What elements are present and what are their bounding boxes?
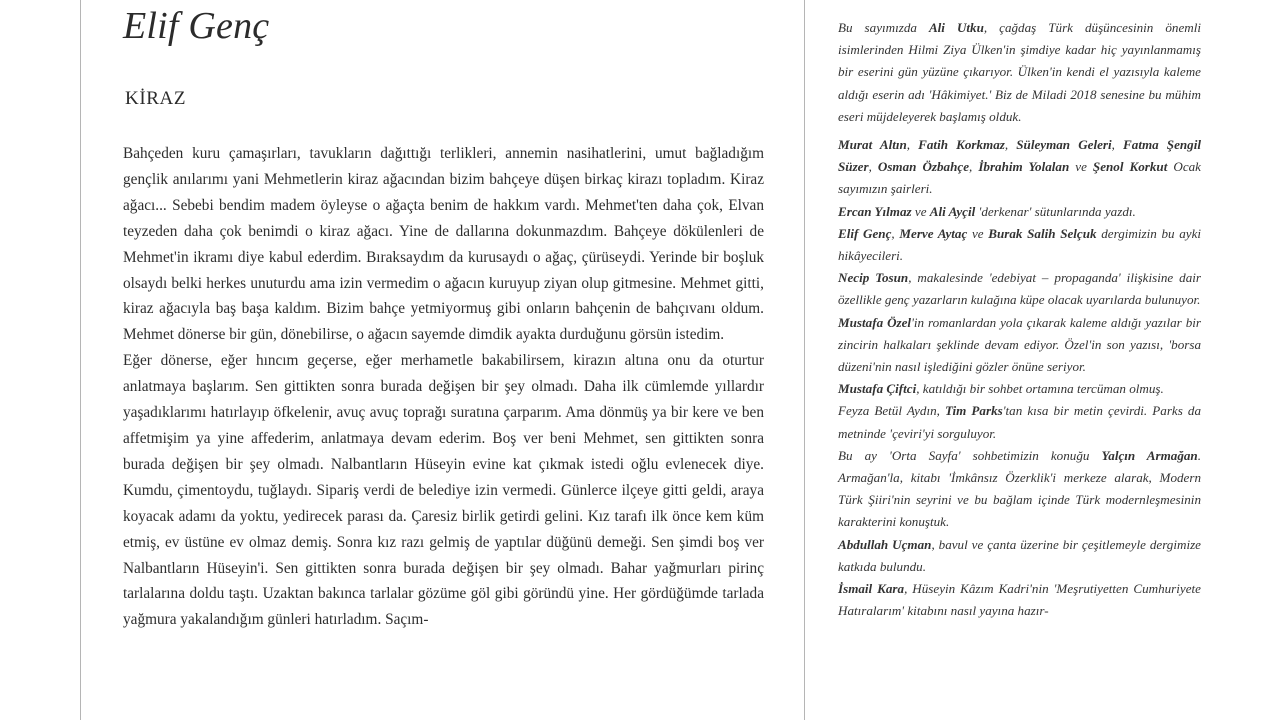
contributor-name: Burak Salih Selçuk [988,225,1097,241]
contributor-name: Yalçın Armağan [1101,447,1198,463]
contributor-name: Merve Aytaç [899,225,968,241]
editorial-text: , Hüseyin Kâzım Kadri'nin 'Meşrutiyetten Cumhuriyete Hatıralarım' kitabını nasıl yayına hazır- [838,581,1201,619]
editorial-entry [838,201,1201,223]
editorial-entry [838,134,1201,201]
editorial-entries [838,134,1201,622]
editorial-text: ve [1069,159,1093,175]
contributor-name: Fatma Şengil Süzer [838,137,1202,175]
editorial-text: 'tan kısa bir metin çevirdi. Parks da metninde 'çeviri'yi sorguluyor. [838,403,1201,441]
contributor-name: Ali Ayçil [929,203,976,219]
contributor-name: Mustafa Özel [838,314,912,330]
editorial-text: . Armağan'la, kitabı 'İmkânsız Özerklik'i merkeze alarak, Modern Türk Şiiri'nin seyrini ve bu bağlam içinde Türk modernleşmesinin karakterini konuştuk. [838,447,1201,530]
editorial-text: , çağdaş Türk düşüncesinin önemli isimlerinden Hilmi Ziya Ülken'in şimdiye kadar hiç yayınlanmamış bir eserini gün yüzüne çıkarıyor. Ülken'in kendi el yazısıyla kaleme aldığı eserin adı 'Hâkimiyet.' Biz de Miladi 2018 senesine bu mühim eseri müjdeleyerek başlamış olduk. [838,20,1201,124]
editorial-text: , bavul ve çanta üzerine bir çeşitlemeyle dergimize katkıda bulundu. [838,536,1201,574]
editorial-text: Ocak sayımızın şairleri. [838,159,1201,197]
contributor-name: Necip Tosun [838,270,909,286]
story-page [80,0,805,720]
editorial-text: ve [967,225,989,241]
contributor-name: Ercan Yılmaz [838,203,912,219]
story-paragraph: Bahçeden kuru çamaşırları, tavukların dağıttığı terlikleri, annemin nasihatlerini, umut bağladığım gençlik anılarımı yani Mehmetlerin kiraz ağacından bizim bahçeye düşen birkaç kirazı topladım. Kiraz ağacı... Sebebi bendim madem öyleyse o ağaçta benim de hakkım vardı. Mehmet'ten daha çok, Elvan teyzeden daha çok benimdi o kiraz ağacı. Yine de dallarına dokunmazdım. Bahçeye dökülenleri de Mehmet'in ikramı diye kabul ederdim. Bıraksaydım da kurusaydı o ağaç, çürüseydi. Yerinde bir boşluk olsaydı belki herkes unuturdu ama izin vermedim o ağacın kuruyup ziyan olup gitmesine. Mehmet gitti, kiraz ağacıyla baş başa kaldım. Bizim bahçe yetmiyormuş gibi onların bahçenin de bahçıvanı oldum. Mehmet dönerse bir gün, dönebilirse, o ağacın sayemde dimdik ayakta durduğunu görsün istedim. [123,145,764,344]
editorial-text: dergimizin bu ayki hikâyecileri. [838,225,1202,264]
editorial-entry [838,312,1201,379]
editorial-entry [838,267,1201,311]
editorial-entry [838,378,1201,400]
contributor-name: Abdullah Uçman [838,536,932,552]
editorial-text: , [1111,137,1124,153]
contributor-name: Ali Utku [928,20,984,35]
editorial-text: 'derkenar' sütunlarında yazdı. [975,203,1136,219]
contributor-name: İsmail Kara [838,581,905,597]
contributor-name: Osman Özbahçe [877,159,970,175]
editorial-intro [838,17,1201,128]
story-title: KİRAZ [125,88,187,109]
editorial-text: , [868,159,878,175]
editorial-text: Feyza Betül Aydın, [838,403,946,419]
editorial-text: , [891,225,900,241]
editorial-text: , [1004,137,1017,153]
editorial-text: Bu sayımızda [838,20,929,35]
contributor-name: Süleyman Geleri [1016,137,1112,153]
editorial-text: 'in romanlardan yola çıkarak kaleme aldığı yazılar bir zincirin halkaları şeklinde devam ediyor. Özel'in son yazısı, 'borsa düzeni'nin nasıl işlediğini gözler önüne seriyor. [838,314,1201,375]
editorial-entry [838,223,1201,267]
editorial-entry [838,445,1201,534]
story-body [123,141,764,633]
contributor-name: Mustafa Çiftci [838,381,917,397]
contributor-name: İbrahim Yolalan [978,159,1070,175]
contributor-name: Murat Altın [838,137,907,153]
contributor-name: Fatih Korkmaz [918,137,1005,153]
editorial-entry [838,578,1201,622]
editorial-text: , makalesinde 'edebiyat – propaganda' ilişkisine dair özellikle genç yazarların kulağına küpe olacak uyarılarda bulunuyor. [838,270,1201,308]
editorial-text: , [906,137,919,153]
story-paragraph: Eğer dönerse, eğer hıncım geçerse, eğer merhametle bakabilirsem, kirazın altına onu da oturtur anlatmaya başlarım. Sen gittikten sonra burada değişen bir şey olmadı. Daha ilk cümlemde yıllardır yaşadıklarımı hatırlayıp öfkelenir, avuç avuç toprağı suratına çarparım. Ama dönmüş ya bir kere ve ben affetmişim ya yine affederim, anlatmaya devam ederim. Boş ver beni Mehmet, sen gittikten sonra burada değişen bir şey olmadı. Nalbantların Hüseyin evine kat çıkmak istedi oğlu evlenecek diye. Kumdu, çimentoydu, tuğlaydı. Sipariş verdi de belediye izin vermedi. Günlerce ilçeye gitti geldi, araya koyacak adamı da yoktu, yedirecek parası da. Çaresiz birlik getirdi gelini. Kız tarafı ilk önce kem küm etmiş, ev üstüne ev olmaz demiş. Sonra kız razı gelmiş de yaptılar düğünü demeği. Sen şimdi boş ver Nalbantların Hüseyin'i. Sen gittikten sonra burada değişen bir şey olmadı. Bahar yağmurları pirinç tarlalarına doldu taştı. Uzaktan bakınca tarlalar gözüme göl gibi göründü yine. Her gördüğümde tarlada yağmura yakalandığım günleri hatırladım. Saçım- [123,352,764,629]
editorial-entry [838,534,1201,578]
editorial-text: , katıldığı bir sohbet ortamına tercüman olmuş. [916,381,1164,397]
story-author: Elif Genç [123,5,270,47]
editorial-text: ve [911,203,930,219]
editorial-entry [838,400,1201,444]
editorial-text: Bu ay 'Orta Sayfa' sohbetimizin konuğu [838,447,1102,463]
editorial-text: , [969,159,979,175]
contributor-name: Şenol Korkut [1092,159,1168,175]
contributor-name: Elif Genç [838,225,892,241]
contributor-name: Tim Parks [945,403,1003,419]
editorial-column [838,17,1201,622]
